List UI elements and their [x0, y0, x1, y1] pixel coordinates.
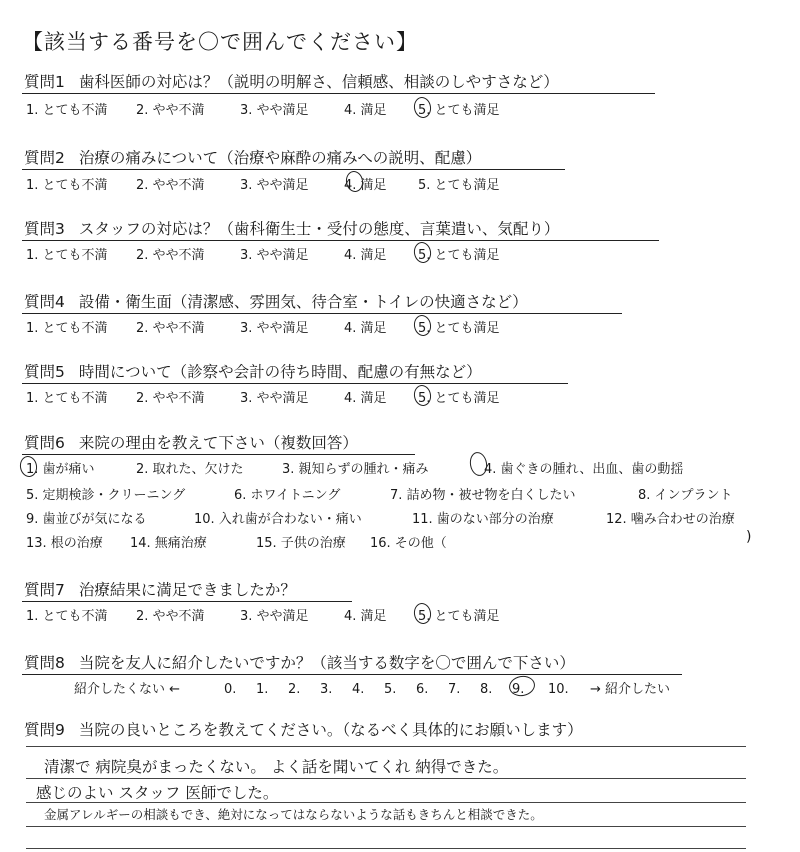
- scale-option[interactable]: 4.: [352, 682, 365, 697]
- handwritten-answer: 清潔で 病院臭がまったくない。 よく話を聞いてくれ 納得できた。: [44, 758, 509, 776]
- option[interactable]: 16. その他（: [370, 536, 447, 551]
- option[interactable]: 1. とても不満: [26, 103, 108, 118]
- option[interactable]: 2. 取れた、欠けた: [136, 462, 244, 477]
- question-text: 設備・衛生面（清潔感、雰囲気、待合室・トイレの快適さなど）: [78, 293, 528, 311]
- scale-left-label: 紹介したくない ←: [74, 682, 181, 697]
- option[interactable]: 5. とても満足: [418, 103, 500, 118]
- question-7: [24, 578, 296, 600]
- option[interactable]: 11. 歯のない部分の治療: [412, 512, 554, 527]
- scale-option[interactable]: 3.: [320, 682, 333, 697]
- option[interactable]: 1. とても不満: [26, 178, 108, 193]
- option[interactable]: 5. とても満足: [418, 609, 500, 624]
- option[interactable]: 4. 満足: [344, 103, 387, 118]
- question-number: 質問5: [24, 363, 65, 381]
- option[interactable]: 1. とても不満: [26, 321, 108, 336]
- question-2: [24, 146, 481, 168]
- option[interactable]: 1. とても不満: [26, 248, 108, 263]
- scale-option[interactable]: 10.: [548, 682, 569, 697]
- question-text: 来院の理由を教えて下さい（複数回答）: [78, 434, 358, 452]
- option[interactable]: 5. とても満足: [418, 321, 500, 336]
- scale-option[interactable]: 8.: [480, 682, 493, 697]
- option[interactable]: 2. やや不満: [136, 103, 205, 118]
- option[interactable]: 15. 子供の治療: [256, 536, 346, 551]
- option[interactable]: 1. とても不満: [26, 609, 108, 624]
- option[interactable]: 5. とても満足: [418, 178, 500, 193]
- underline: [22, 93, 655, 94]
- q8-scale: [74, 678, 670, 697]
- q6-options-row: [26, 508, 735, 527]
- scale-option[interactable]: 7.: [448, 682, 461, 697]
- question-text: 治療結果に満足できましたか？: [78, 581, 296, 599]
- handwritten-answer: 金属アレルギーの相談もでき、絶対になってはならないような話もきちんと相談できた。: [44, 807, 543, 822]
- option[interactable]: 6. ホワイトニング: [234, 488, 341, 503]
- question-text: 当院を友人に紹介したいですか？（該当する数字を〇で囲んで下さい）: [78, 654, 575, 672]
- q6-options-row: [26, 484, 733, 503]
- option[interactable]: 3. やや満足: [240, 321, 309, 336]
- option[interactable]: 10. 入れ歯が合わない・痛い: [194, 512, 362, 527]
- option[interactable]: 3. 親知らずの腫れ・痛み: [282, 462, 429, 477]
- page-title: 【該当する番号を〇で囲んでください】: [22, 30, 418, 54]
- question-number: 質問1: [24, 73, 65, 91]
- question-text: 治療の痛みについて（治療や麻酔の痛みへの説明、配慮）: [78, 149, 482, 167]
- option[interactable]: 3. やや満足: [240, 391, 309, 406]
- option[interactable]: 2. やや不満: [136, 609, 205, 624]
- scale-option[interactable]: 0.: [224, 682, 237, 697]
- option[interactable]: 8. インプラント: [638, 488, 733, 503]
- answer-line: [26, 778, 746, 779]
- question-number: 質問4: [24, 293, 65, 311]
- option[interactable]: 4. 満足: [344, 391, 387, 406]
- answer-line: [26, 826, 746, 827]
- option[interactable]: 3. やや満足: [240, 609, 309, 624]
- question-number: 質問7: [24, 581, 65, 599]
- option[interactable]: 4. 満足: [344, 178, 387, 193]
- question-4: [24, 290, 528, 312]
- underline: [22, 454, 415, 455]
- underline: [22, 169, 565, 170]
- question-text: 歯科医師の対応は？（説明の明解さ、信頼感、相談のしやすさなど）: [78, 73, 559, 91]
- option[interactable]: 3. やや満足: [240, 103, 309, 118]
- question-8: [24, 651, 575, 673]
- scale-option[interactable]: 2.: [288, 682, 301, 697]
- question-3: [24, 217, 559, 239]
- q6-options-row: [26, 532, 447, 551]
- option[interactable]: 2. やや不満: [136, 178, 205, 193]
- option[interactable]: 5. 定期検診・クリーニング: [26, 488, 186, 503]
- question-number: 質問8: [24, 654, 65, 672]
- other-close-paren: ): [746, 529, 752, 545]
- option[interactable]: 9. 歯並びが気になる: [26, 512, 147, 527]
- question-6: [24, 431, 358, 453]
- option[interactable]: 5. とても満足: [418, 248, 500, 263]
- question-text: 当院の良いところを教えてください。（なるべく具体的にお願いします）: [78, 721, 583, 739]
- option[interactable]: 13. 根の治療: [26, 536, 103, 551]
- scale-option[interactable]: 6.: [416, 682, 429, 697]
- question-number: 質問9: [24, 721, 65, 739]
- underline: [22, 313, 622, 314]
- answer-line: [26, 848, 746, 849]
- question-number: 質問3: [24, 220, 65, 238]
- scale-option[interactable]: 1.: [256, 682, 269, 697]
- scale-option[interactable]: 5.: [384, 682, 397, 697]
- scale-right-label: → 紹介したい: [590, 682, 671, 697]
- option[interactable]: 2. やや不満: [136, 248, 205, 263]
- option[interactable]: 3. やや満足: [240, 178, 309, 193]
- option[interactable]: 3. やや満足: [240, 248, 309, 263]
- option[interactable]: 4. 満足: [344, 321, 387, 336]
- q2-options: [26, 174, 500, 193]
- option[interactable]: 4. 満足: [344, 609, 387, 624]
- question-number: 質問6: [24, 434, 65, 452]
- underline: [22, 383, 568, 384]
- question-5: [24, 360, 482, 382]
- underline: [22, 240, 659, 241]
- option[interactable]: 7. 詰め物・被せ物を白くしたい: [390, 488, 576, 503]
- underline: [22, 674, 682, 675]
- option[interactable]: 4. 歯ぐきの腫れ、出血、歯の動揺: [484, 462, 684, 477]
- underline: [22, 601, 352, 602]
- option[interactable]: 2. やや不満: [136, 391, 205, 406]
- option[interactable]: 5. とても満足: [418, 391, 500, 406]
- option[interactable]: 12. 噛み合わせの治療: [606, 512, 735, 527]
- answer-line: [26, 746, 746, 747]
- question-number: 質問2: [24, 149, 65, 167]
- question-text: スタッフの対応は？（歯科衛生士・受付の態度、言葉遣い、気配り）: [78, 220, 560, 238]
- handwritten-answer: 感じのよい スタッフ 医師でした。: [36, 784, 279, 802]
- option[interactable]: 2. やや不満: [136, 321, 205, 336]
- option[interactable]: 14. 無痛治療: [130, 536, 207, 551]
- answer-line: [26, 802, 746, 803]
- question-9: [24, 718, 583, 740]
- option[interactable]: 4. 満足: [344, 248, 387, 263]
- q6-options-row: [26, 458, 683, 477]
- question-1: [24, 70, 559, 92]
- scale-option[interactable]: 9.: [512, 682, 525, 697]
- option[interactable]: 1. 歯が痛い: [26, 462, 95, 477]
- question-text: 時間について（診察や会計の待ち時間、配慮の有無など）: [78, 363, 482, 381]
- option[interactable]: 1. とても不満: [26, 391, 108, 406]
